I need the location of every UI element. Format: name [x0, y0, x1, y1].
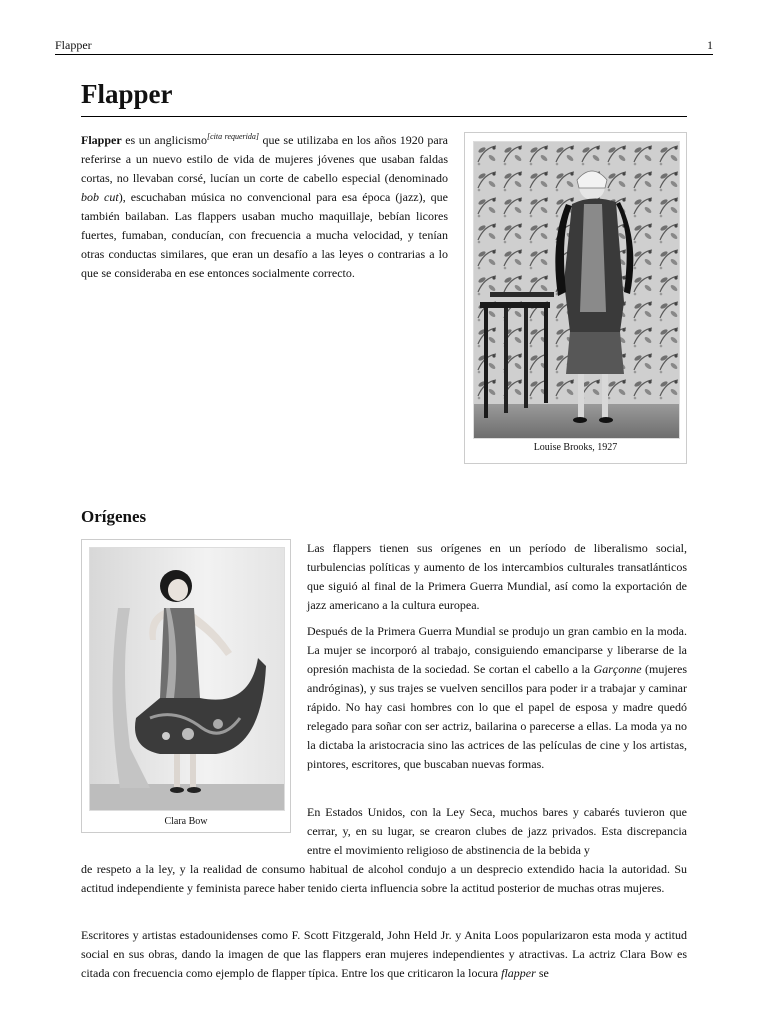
intro-paragraph	[81, 131, 448, 283]
italic-term: Garçonne	[593, 662, 642, 676]
origins-paragraph-4	[81, 926, 687, 983]
article-title: Flapper	[81, 76, 687, 117]
section-heading-origenes: Orígenes	[81, 507, 147, 526]
intro-text: es un anglicismo	[121, 133, 207, 147]
origins-paragraph-3b: de respeto a la ley, y la realidad de consumo habitual de alcohol condujo a un desprecio extendido hacia la autoridad. Su actitud independiente y feminista parece haber tenido cierta influencia sobre la actitud posterior de muchas otras mujeres.	[81, 862, 687, 895]
intro-text: ), escuchaban música no convencional para esa época (jazz), que también bailaban. Las flappers usaban mucho maquillaje, bebían licores fuertes, fumaban, conducían, con frecuencia a mucha velocidad, y tenían otras conductas similares, que eran un desafío a las leyes o contrarias a lo que se consideraba en ese entonces socialmente correcto.	[81, 190, 448, 280]
italic-term: flapper	[501, 966, 536, 980]
intro-lead-term: Flapper	[81, 133, 122, 147]
running-header	[55, 38, 713, 55]
intro-text: que se utilizaba en los años 1920 para referirse a un nuevo estilo de vida de mujeres jóvenes que usaban faldas cortas, no llevaban corsé, lucían un corte de cabello especial (denominado	[81, 133, 448, 185]
clara-bow-photo[interactable]	[89, 547, 285, 811]
running-header-title: Flapper	[55, 38, 92, 52]
figure-louise-brooks	[464, 132, 687, 464]
origins-paragraph-3a: En Estados Unidos, con la Ley Seca, muchos bares y cabarés tuvieron que cerrar, y, en su lugar, se crearon clubes de jazz privados. Esta discrepancia entre el movimiento religioso de abstinencia de la bebida y	[307, 805, 687, 857]
paragraph-text: (mujeres andróginas), y sus trajes se vuelven sencillos para poder ir a trabajar y caminar rápido. No hay casi hombres con lo que el papel de esposa y madre quedó relegado para soñar con ser actriz, bailarina o parecerse a ellas. La moda ya no la dictaba la aristocracia sino las actrices de las películas de cine y los artistas, pintores, escritores, que buscaban nuevas formas.	[307, 662, 687, 771]
origins-paragraph-2	[307, 622, 687, 774]
paragraph-text: Después de la Primera Guerra Mundial se produjo un gran cambio en la moda. La mujer se incorporó al trabajo, consiguiendo emanciparse y liberarse de la opresión machista de la sociedad. Se cortan el cabello a la	[307, 624, 687, 676]
intro-italic-term: bob cut	[81, 190, 119, 204]
clara-bow-photo-graphic	[90, 548, 284, 810]
louise-brooks-caption: Louise Brooks, 1927	[533, 442, 618, 453]
origins-paragraph-1: Las flappers tienen sus orígenes en un período de liberalismo social, turbulencias políticas y aumento de los intercambios culturales transatlánticos que siguió al final de la Primera Guerra Mundial, así como la exportación de jazz americano a la cultura europea.	[307, 541, 687, 612]
louise-brooks-photo-graphic	[474, 142, 679, 438]
page-number: 1	[707, 38, 713, 52]
clara-bow-caption: Clara Bow	[164, 816, 208, 827]
figure-clara-bow	[81, 539, 291, 833]
paragraph-text: se	[535, 966, 549, 980]
paragraph-text: Escritores y artistas estadounidenses como F. Scott Fitzgerald, John Held Jr. y Anita Loos popularizaron esta moda y actitud social en sus obras, dando la imagen de que las flappers eran mujeres independientes y atractivas. La actriz Clara Bow es citada con frecuencia como ejemplo de flapper típica. Entre los que criticaron la locura	[81, 928, 687, 980]
citation-needed-link[interactable]: [cita requerida]	[206, 132, 259, 141]
louise-brooks-photo[interactable]	[473, 141, 680, 439]
